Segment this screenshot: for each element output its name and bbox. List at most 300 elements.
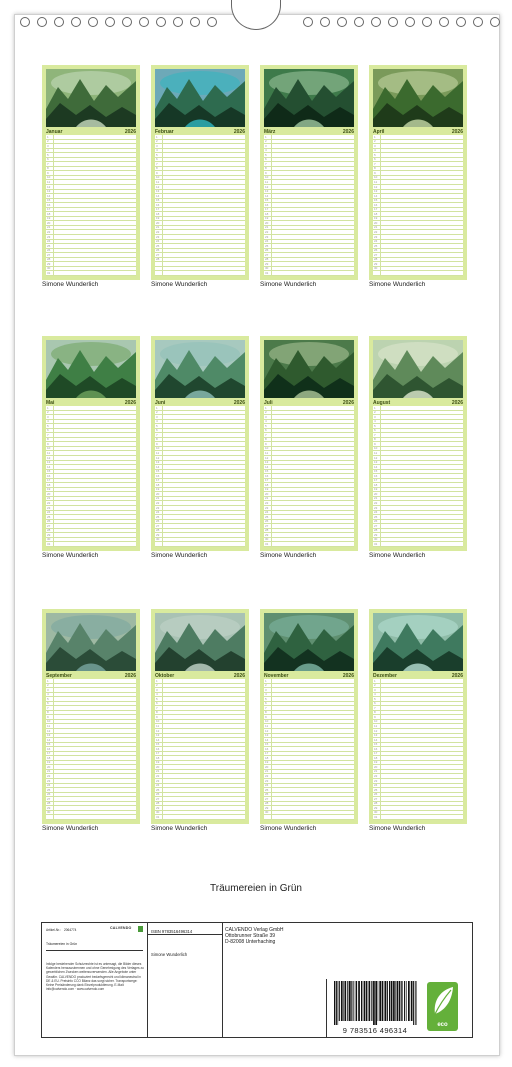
day-number: 6 [265,157,267,162]
day-number: 30 [374,537,378,542]
month-panel [42,336,140,551]
eco-badge [427,982,458,1031]
day-number: 23 [265,778,269,783]
photo-credit: Simone Wunderlich [260,552,317,559]
day-grid [155,406,245,547]
day-number: 16 [265,746,269,751]
month-photo-landscape [46,613,136,671]
day-number: 3 [265,143,267,148]
barcode-image [332,981,418,1025]
day-number: 28 [374,801,378,806]
month-photo-landscape [155,613,245,671]
day-number: 18 [156,755,160,760]
day-number: 9 [265,714,267,719]
day-number: 9 [374,441,376,446]
binding-hole [320,17,330,27]
binding-hole [456,17,466,27]
imprint-calendar-name: Träumereien in Grün [46,942,78,946]
day-number: 3 [374,414,376,419]
day-number: 13 [265,460,269,465]
day-number: 27 [374,523,378,528]
day-grid [155,679,245,820]
day-row [373,542,463,547]
day-number: 24 [47,783,51,788]
day-grid [155,135,245,276]
day-number: 9 [47,714,49,719]
day-number: 1 [265,405,267,410]
day-number: 6 [47,701,49,706]
month-photo [46,613,136,671]
day-number: 23 [265,505,269,510]
day-number: 3 [156,143,158,148]
day-number: 4 [374,148,376,153]
month-photo-landscape [46,340,136,398]
day-number: 28 [156,528,160,533]
day-number: 24 [156,239,160,244]
day-number: 4 [156,692,158,697]
day-number: 18 [156,211,160,216]
day-number: 10 [374,175,378,180]
day-row [155,542,245,547]
day-number: 26 [156,519,160,524]
day-number: 13 [47,460,51,465]
day-number: 28 [156,801,160,806]
day-number: 18 [374,211,378,216]
day-number: 29 [47,261,51,266]
day-number: 12 [265,728,269,733]
day-number: 1 [265,678,267,683]
day-number: 25 [156,787,160,792]
day-number: 18 [47,211,51,216]
day-number: 11 [374,179,378,184]
day-number: 13 [156,733,160,738]
day-number: 6 [47,157,49,162]
eco-label: eco [437,1022,448,1028]
day-number: 15 [265,198,269,203]
day-number: 24 [265,239,269,244]
imprint-middle-column [147,923,223,1037]
day-row [373,815,463,820]
photo-credit: Simone Wunderlich [369,281,426,288]
day-number: 14 [156,193,160,198]
day-number: 15 [156,198,160,203]
day-number: 8 [374,166,376,171]
disclaimer-text: Infolge bestehender Schutzrechte ist es untersagt, die Bilder dieses Kalenders herauszutrennen und ohne Genehmigung des Verlages zu gewerblichen Zwecken weiterzuverwenden. Alle Angebote unter Gewähr. CALVENDO produziert bedarfsgerecht und klimaneutral in DE & EU. Preisinfo CCO Bilanz das sorgt sicher. Transportwege: Keine Preisänderung dank Einzelproduktierung. E-Mail: info@calvendo.com · www.calvendo.com [46,962,144,992]
binding-hole [405,17,415,27]
day-number: 24 [374,783,378,788]
day-number: 21 [156,225,160,230]
day-number: 22 [265,229,269,234]
binding-hole [105,17,115,27]
day-number: 6 [156,428,158,433]
day-number: 5 [265,152,267,157]
day-number: 21 [374,496,378,501]
day-number: 27 [374,252,378,257]
day-number: 13 [47,189,51,194]
day-number: 7 [374,432,376,437]
day-number: 27 [374,796,378,801]
day-number: 20 [47,491,51,496]
day-number: 8 [265,437,267,442]
day-number: 15 [265,469,269,474]
publisher-line: D-82008 Unterhaching [225,939,276,946]
day-grid [373,406,463,547]
binding-hole [71,17,81,27]
day-number: 19 [156,760,160,765]
day-number: 9 [47,441,49,446]
day-number: 15 [156,742,160,747]
day-number: 27 [156,252,160,257]
day-row [46,815,136,820]
day-number: 9 [156,170,158,175]
day-number: 3 [374,143,376,148]
day-number: 19 [374,216,378,221]
day-grid [46,406,136,547]
day-row [155,271,245,276]
day-number: 10 [47,175,51,180]
day-number: 4 [156,148,158,153]
day-number: 15 [47,469,51,474]
day-number: 17 [47,478,51,483]
binding-hole [122,17,132,27]
day-number: 23 [374,778,378,783]
divider [46,950,143,951]
binding-hole [54,17,64,27]
day-number: 25 [265,787,269,792]
day-number: 18 [265,211,269,216]
day-number: 13 [156,460,160,465]
day-number: 12 [374,728,378,733]
binding-hole [88,17,98,27]
binding-hole [473,17,483,27]
month-name: Dezember [373,673,397,679]
day-number: 25 [47,243,51,248]
day-number: 8 [47,166,49,171]
day-number: 29 [374,532,378,537]
month-photo-landscape [373,69,463,127]
day-number: 3 [47,687,49,692]
month-name: Oktober [155,673,175,679]
day-number: 31 [265,541,269,546]
day-number: 31 [156,814,160,819]
month-year: 2026 [124,129,136,135]
day-number: 8 [265,710,267,715]
day-number: 13 [265,189,269,194]
day-number: 7 [374,705,376,710]
imprint-box [41,922,473,1038]
month-panel [151,65,249,280]
day-number: 22 [156,773,160,778]
day-number: 11 [374,723,378,728]
day-number: 5 [265,696,267,701]
day-number: 11 [265,450,269,455]
day-number: 2 [265,410,267,415]
day-number: 4 [47,419,49,424]
day-number: 21 [265,225,269,230]
isbn: ISBN 9783516496314 [151,929,193,934]
day-number: 20 [265,764,269,769]
day-number: 18 [265,482,269,487]
day-number: 6 [374,701,376,706]
day-number: 6 [265,701,267,706]
day-number: 17 [265,207,269,212]
day-number: 5 [374,696,376,701]
day-number: 29 [265,261,269,266]
day-number: 24 [156,510,160,515]
day-number: 3 [265,687,267,692]
article-label: Artikel-Nr.: [46,928,61,932]
day-number: 10 [156,175,160,180]
day-number: 9 [265,170,267,175]
day-row [46,542,136,547]
month-photo-landscape [264,69,354,127]
binding-hole [139,17,149,27]
day-number: 13 [47,733,51,738]
day-number: 25 [156,243,160,248]
day-number: 22 [374,500,378,505]
day-number: 10 [374,719,378,724]
day-number: 30 [156,810,160,815]
day-number: 1 [156,405,158,410]
day-number: 14 [265,737,269,742]
day-number: 7 [374,161,376,166]
day-number: 3 [47,143,49,148]
day-grid [46,679,136,820]
day-number: 5 [156,696,158,701]
day-number: 8 [374,437,376,442]
day-number: 23 [265,234,269,239]
day-number: 19 [156,216,160,221]
day-number: 27 [156,796,160,801]
day-number: 25 [156,514,160,519]
day-number: 5 [47,423,49,428]
photo-credit: Simone Wunderlich [42,825,99,832]
day-number: 27 [156,523,160,528]
day-number: 24 [156,783,160,788]
day-number: 12 [47,455,51,460]
month-photo [155,69,245,127]
day-number: 9 [47,170,49,175]
day-number: 1 [156,678,158,683]
day-number: 8 [47,710,49,715]
day-number: 31 [265,270,269,275]
day-number: 17 [47,751,51,756]
day-number: 13 [374,733,378,738]
day-number: 5 [47,152,49,157]
day-number: 20 [156,764,160,769]
imprint-left-column [42,923,148,1037]
month-name: Juli [264,400,273,406]
day-grid [264,406,354,547]
day-number: 1 [374,134,376,139]
day-number: 29 [265,532,269,537]
day-number: 11 [156,450,160,455]
month-panel [42,65,140,280]
day-number: 9 [156,441,158,446]
day-number: 16 [156,746,160,751]
day-number: 4 [374,419,376,424]
day-number: 6 [265,428,267,433]
day-number: 21 [47,496,51,501]
day-number: 2 [47,139,49,144]
day-number: 1 [374,405,376,410]
day-number: 26 [374,792,378,797]
month-photo [46,340,136,398]
day-number: 16 [265,202,269,207]
month-photo-landscape [264,613,354,671]
day-number: 21 [156,769,160,774]
day-number: 15 [374,742,378,747]
day-number: 6 [47,428,49,433]
day-number: 17 [156,207,160,212]
publisher-address [225,927,284,946]
day-number: 17 [265,751,269,756]
day-row [264,815,354,820]
month-photo-landscape [155,69,245,127]
day-number: 14 [374,193,378,198]
day-number: 1 [47,678,49,683]
month-year: 2026 [233,129,245,135]
binding-hole [303,17,313,27]
day-number: 22 [265,773,269,778]
day-number: 24 [265,510,269,515]
day-number: 1 [47,405,49,410]
month-photo-landscape [155,340,245,398]
day-number: 26 [265,519,269,524]
day-number: 22 [156,500,160,505]
binding-hole [190,17,200,27]
calendar-title: Träumereien in Grün [210,883,302,894]
day-number: 19 [265,216,269,221]
photo-credit: Simone Wunderlich [260,825,317,832]
day-number: 21 [47,225,51,230]
day-number: 14 [47,193,51,198]
month-name: Juni [155,400,166,406]
day-number: 21 [156,496,160,501]
day-number: 20 [156,220,160,225]
day-number: 26 [265,248,269,253]
day-number: 2 [374,139,376,144]
day-number: 11 [47,450,51,455]
month-name: März [264,129,276,135]
day-number: 15 [156,469,160,474]
day-row [264,271,354,276]
day-number: 4 [265,419,267,424]
day-number: 28 [374,528,378,533]
day-number: 19 [47,216,51,221]
month-year: 2026 [451,400,463,406]
day-number: 22 [374,229,378,234]
day-number: 14 [47,464,51,469]
barcode-number: 9 783516 496314 [342,1026,408,1035]
day-number: 30 [265,810,269,815]
day-number: 17 [156,478,160,483]
photo-credit: Simone Wunderlich [369,825,426,832]
day-number: 12 [156,728,160,733]
binding-hole [354,17,364,27]
month-photo [373,340,463,398]
day-number: 13 [265,733,269,738]
month-name: Januar [46,129,63,135]
day-number: 12 [265,455,269,460]
month-year: 2026 [451,129,463,135]
month-name: Mai [46,400,55,406]
day-number: 31 [47,541,51,546]
day-number: 24 [265,783,269,788]
day-number: 17 [374,751,378,756]
day-number: 10 [47,446,51,451]
day-number: 12 [47,184,51,189]
day-number: 27 [265,252,269,257]
binding-hole [422,17,432,27]
day-number: 20 [47,764,51,769]
day-number: 23 [374,234,378,239]
day-number: 4 [156,419,158,424]
day-number: 6 [156,157,158,162]
binding-hole [388,17,398,27]
day-number: 25 [374,787,378,792]
day-number: 28 [265,801,269,806]
month-year: 2026 [342,673,354,679]
month-photo-landscape [373,340,463,398]
day-number: 19 [265,487,269,492]
month-year: 2026 [124,400,136,406]
month-panel [369,65,467,280]
binding-hole [337,17,347,27]
day-number: 11 [374,450,378,455]
day-number: 7 [156,705,158,710]
day-number: 5 [47,696,49,701]
day-number: 8 [265,166,267,171]
day-number: 11 [47,723,51,728]
day-number: 24 [47,239,51,244]
day-number: 26 [47,519,51,524]
day-number: 23 [156,505,160,510]
day-row [373,271,463,276]
day-row [155,815,245,820]
day-number: 14 [156,464,160,469]
day-number: 30 [265,537,269,542]
day-number: 7 [156,432,158,437]
day-number: 26 [156,248,160,253]
month-photo-landscape [373,613,463,671]
day-number: 16 [156,473,160,478]
calvendo-logo-mark [138,926,143,932]
day-number: 10 [156,446,160,451]
day-number: 3 [156,687,158,692]
month-photo [155,340,245,398]
day-number: 8 [156,437,158,442]
month-year: 2026 [124,673,136,679]
day-number: 23 [374,505,378,510]
leaf-icon [427,982,458,1020]
day-number: 16 [374,473,378,478]
day-number: 7 [47,161,49,166]
binding-hole [20,17,30,27]
day-number: 21 [374,769,378,774]
day-number: 27 [265,523,269,528]
day-number: 18 [47,482,51,487]
day-number: 10 [374,446,378,451]
day-number: 4 [47,692,49,697]
day-number: 29 [156,532,160,537]
day-number: 11 [47,179,51,184]
day-number: 28 [265,528,269,533]
day-number: 30 [47,537,51,542]
day-number: 22 [156,229,160,234]
day-number: 28 [47,257,51,262]
day-number: 20 [374,764,378,769]
